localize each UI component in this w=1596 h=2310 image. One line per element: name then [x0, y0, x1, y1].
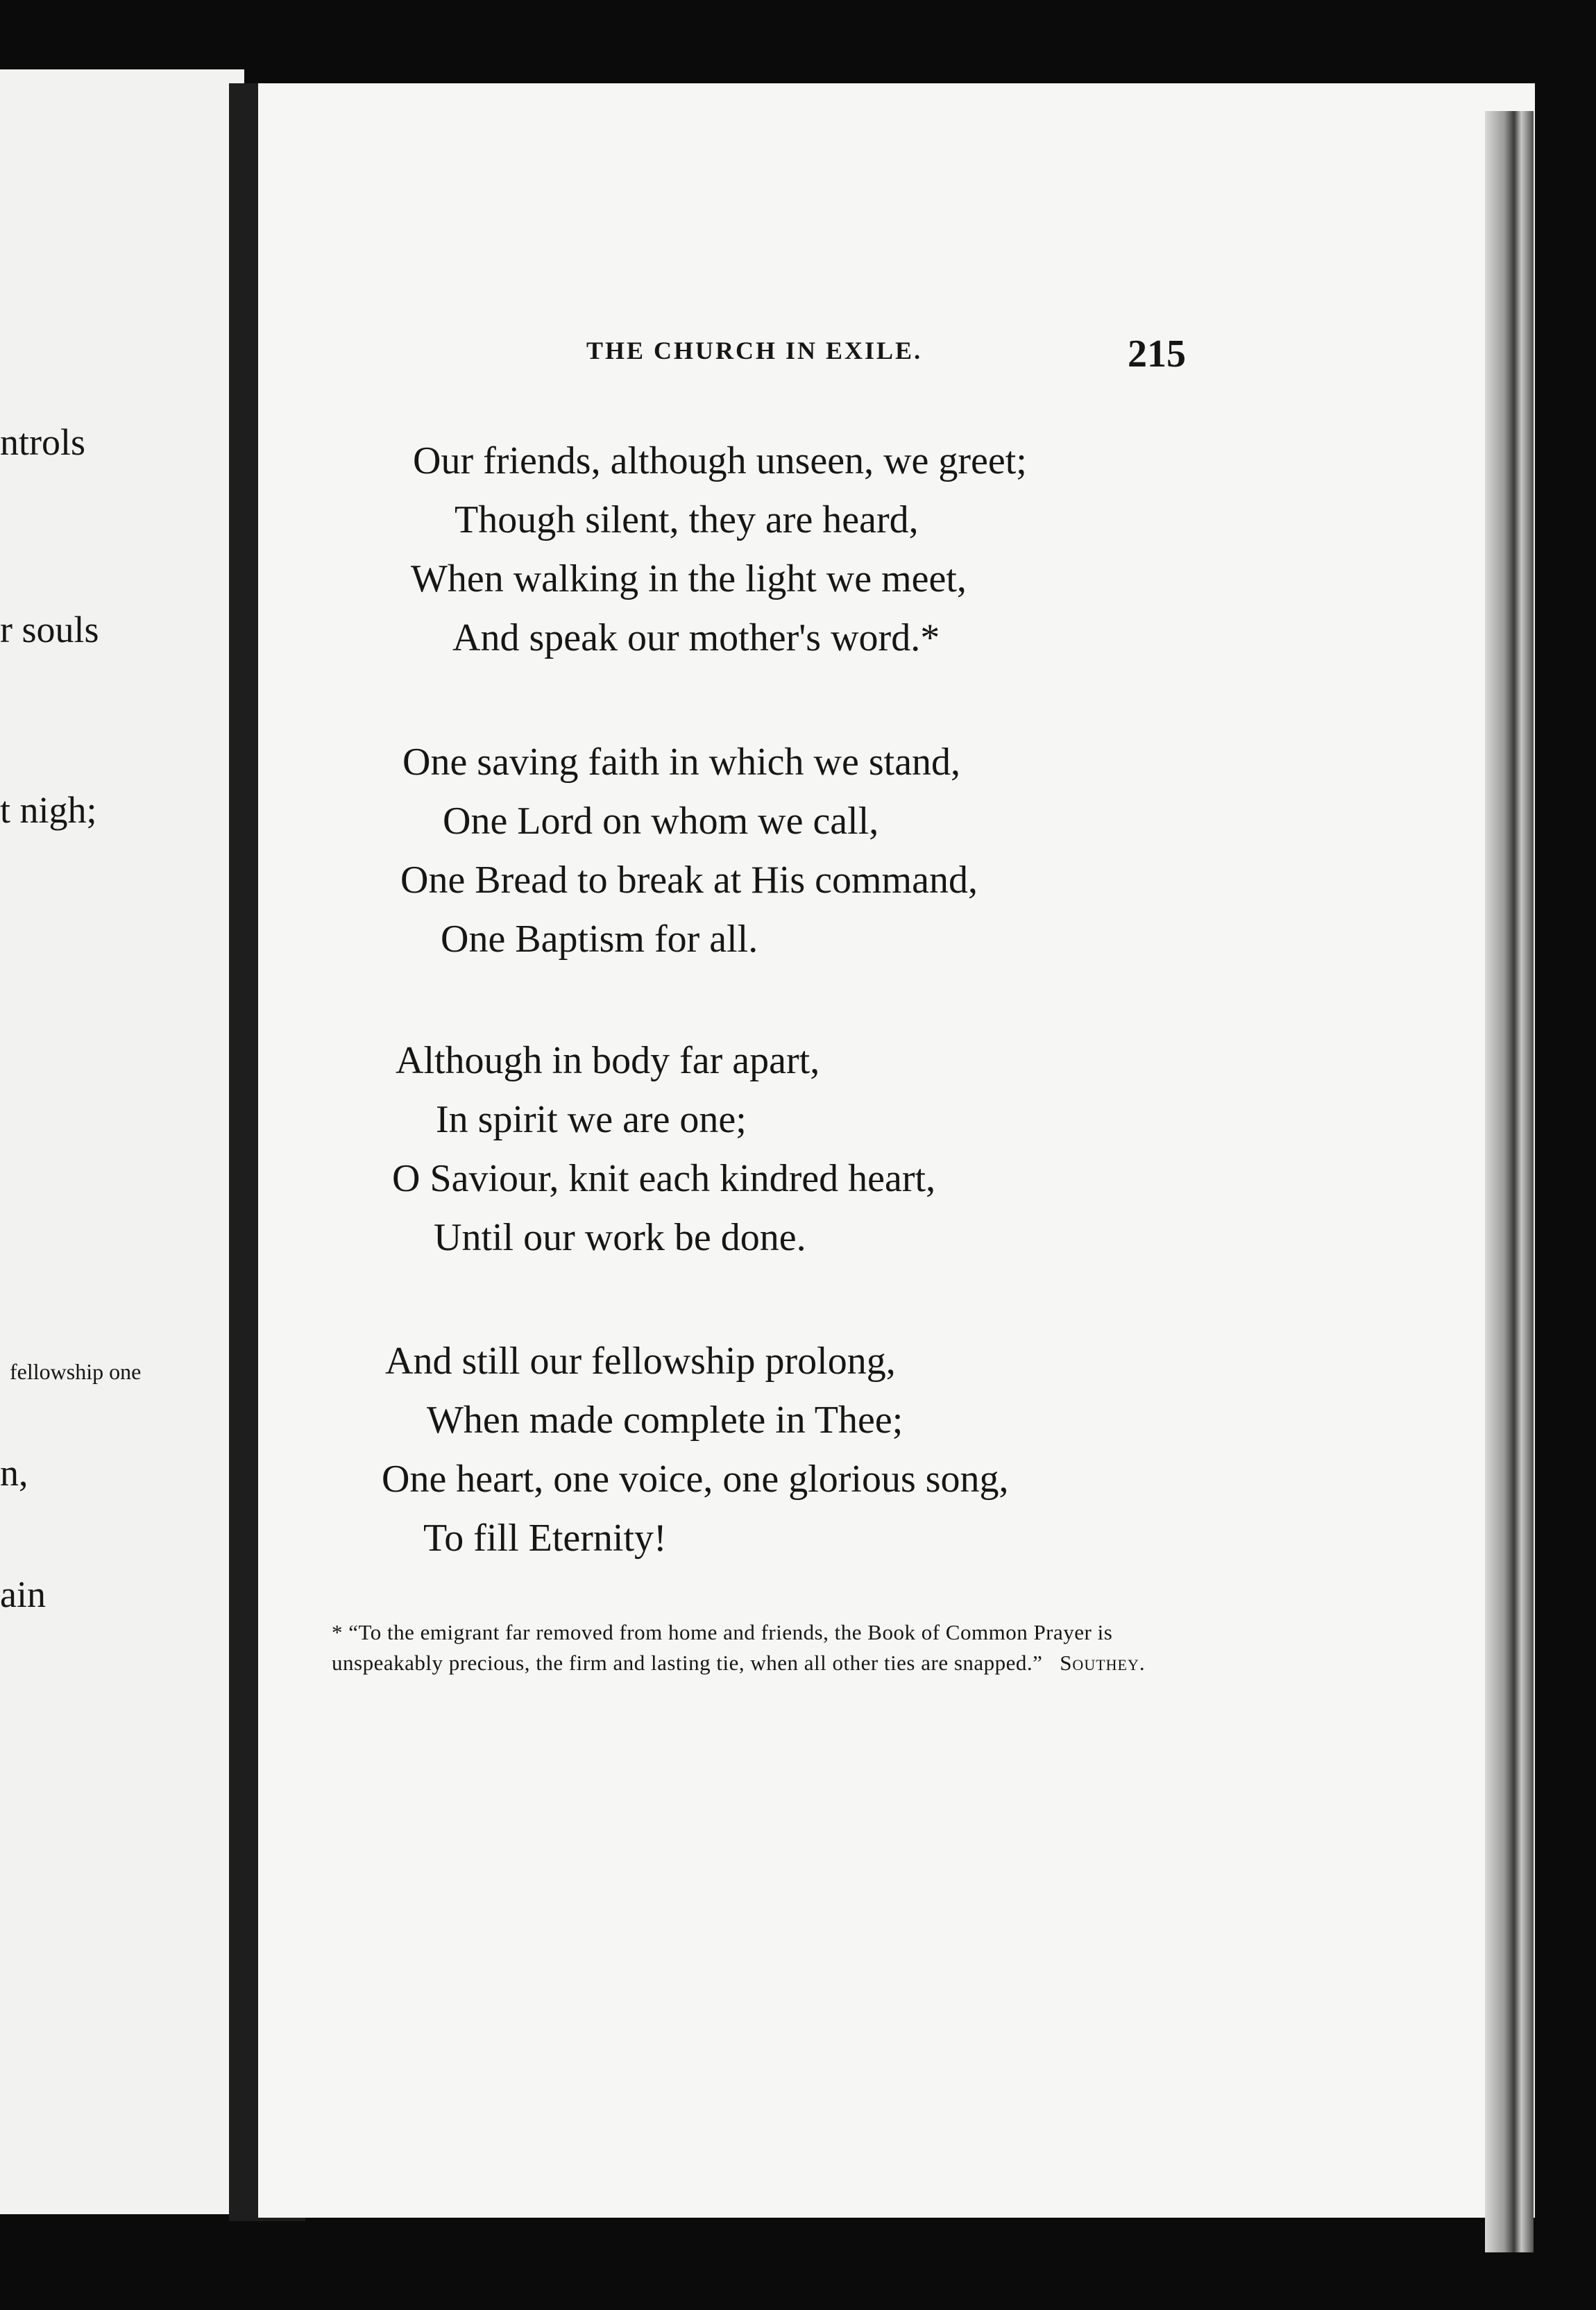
- verse-line: Until our work be done.: [434, 1216, 806, 1259]
- verse-line: Although in body far apart,: [396, 1039, 820, 1082]
- running-head: THE CHURCH IN EXILE.: [586, 337, 923, 364]
- facing-page-fragment: fellowship one: [10, 1359, 142, 1384]
- facing-page-fragment: n,: [0, 1452, 28, 1494]
- verse-line: When walking in the light we meet,: [411, 557, 967, 600]
- verse-line: To fill Eternity!: [423, 1517, 667, 1560]
- facing-page: [0, 69, 244, 2214]
- verse-line: One Baptism for all.: [441, 918, 758, 961]
- facing-page-fragment: ntrols: [0, 421, 86, 463]
- verse-line: One Bread to break at His command,: [400, 859, 978, 902]
- verse-line: One heart, one voice, one glorious song,: [382, 1458, 1009, 1501]
- verse-line: And speak our mother's word.*: [452, 616, 940, 659]
- verse-line: O Saviour, knit each kindred heart,: [392, 1157, 936, 1200]
- facing-page-fragment: ain: [0, 1574, 46, 1615]
- verse-line: Though silent, they are heard,: [455, 498, 919, 541]
- verse-line: Our friends, although unseen, we greet;: [413, 439, 1027, 482]
- page-edge: [1485, 111, 1534, 2252]
- verse-line: When made complete in Thee;: [427, 1399, 903, 1442]
- page-number: 215: [1128, 332, 1186, 376]
- verse-line: In spirit we are one;: [436, 1098, 747, 1141]
- verse-line: One saving faith in which we stand,: [402, 741, 961, 784]
- footnote: [332, 1617, 1164, 1678]
- verse-line: One Lord on whom we call,: [443, 800, 879, 843]
- footnote-text: * “To the emigrant far removed from home and friends, the Book of Common Prayer is unspeakably precious, the firm and lasting tie, when all other ties are snapped.”: [332, 1620, 1113, 1675]
- facing-page-fragment: r souls: [0, 609, 99, 650]
- verse-line: And still our fellowship prolong,: [385, 1340, 896, 1383]
- footnote-author: Southey.: [1060, 1651, 1146, 1675]
- book-page: [258, 83, 1535, 2218]
- facing-page-fragment: t nigh;: [0, 789, 97, 831]
